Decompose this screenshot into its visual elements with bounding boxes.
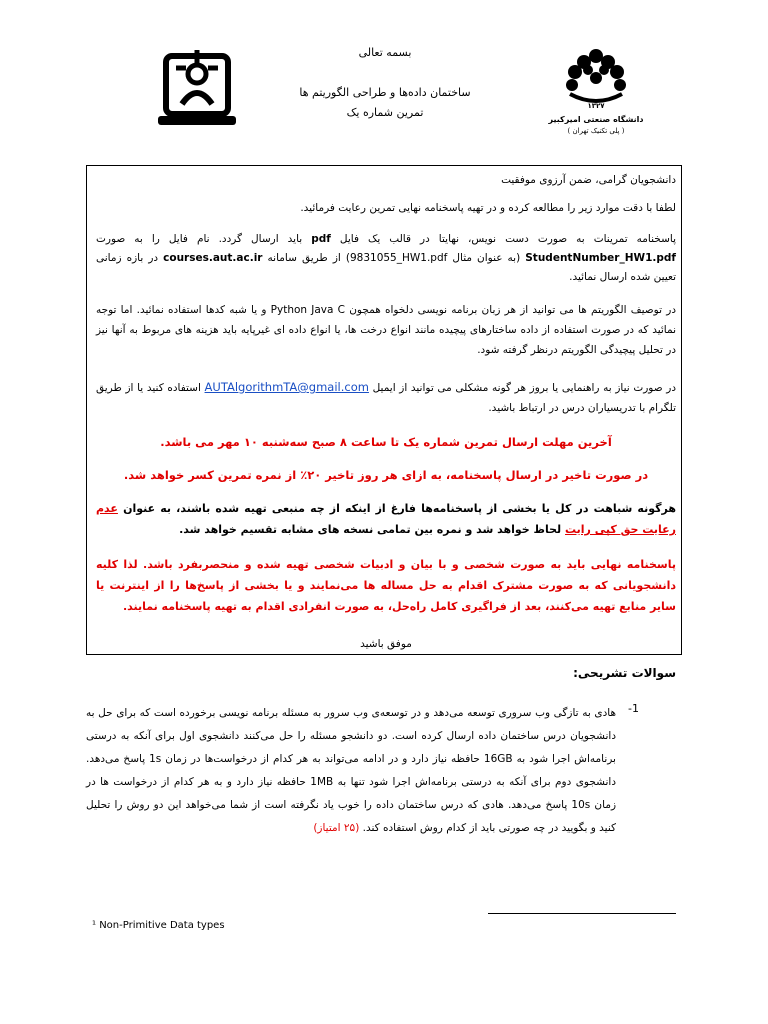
- memory-1mb: 1MB: [310, 776, 334, 788]
- filename-format: StudentNumber_HW1.pdf: [525, 252, 676, 264]
- personal-answer-notice: پاسخنامه نهایی باید به صورت شخصی و با بیان و ادبیات شخصی تهیه شده و منحصربفرد باشد. لذا کلیه دانشجویانی که به صورت مشترک اقدام به حل مساله ها می‌نمایند و یا بخشی از پاسخ‌ها را از اینترنت یا سایر منابع تهیه می‌کنند، بعد از فراگیری کامل راه‌حل، به صورت انفرادی اقدام به تهیه پاسخنامه نمایند.: [96, 558, 676, 613]
- ta-email-link[interactable]: AUTAlgorithmTA@gmail.com: [204, 380, 369, 394]
- copyright-violation: عدم رعایت حق کپی رایت: [96, 502, 676, 536]
- greeting: دانشجویان گرامی، ضمن آرزوی موفقیت: [501, 174, 676, 186]
- instruction-p1: لطفا با دقت موارد زیر را مطالعه کرده و در تهیه پاسخنامه نهایی تمرین رعایت فرمائید.: [300, 202, 676, 214]
- instruction-p3: در توصیف الگوریتم ها می توانید از هر زبان برنامه نویسی دلخواه همچون Python Java C و یا شبه کدها استفاده نمائید. اما توجه نمائید که در صورت استفاده از داده ساختارهای پیچیده مانند انواع درخت ها، یا انواع داده ای غیرپایه باید هزینه های مربوط به آنها نیز در تحلیل پیچیدگی الگوریتم درنظر گرفته شود.: [96, 304, 676, 356]
- question-1-score: (۲۵ امتیاز): [313, 822, 360, 834]
- logo-year: ۱۳۲۷: [587, 102, 605, 110]
- closing: موفق باشید: [360, 638, 412, 650]
- logo-university-subname: ( پلی تکنیک تهران ): [567, 127, 625, 135]
- similarity-notice: هرگونه شباهت در کل یا بخشی از پاسخنامه‌ها فارغ از اینکه از چه منبعی تهیه شده باشند، به عنوان عدم رعایت حق کپی رایت لحاظ خواهد شد و نمره بین تمامی نسخه های مشابه تقسیم خواهد شد.: [96, 502, 676, 536]
- assignment-title: تمرین شماره یک: [346, 106, 424, 119]
- logo-university-name: دانشگاه صنعتی امیرکبیر: [548, 115, 644, 124]
- question-1-number: -1: [628, 702, 639, 715]
- deadline-notice: آخرین مهلت ارسال تمرین شماره یک تا ساعت ۸ صبح سه‌شنبه ۱۰ مهر می باشد.: [160, 435, 612, 449]
- time-10s: 10s: [571, 799, 591, 811]
- university-logo: [548, 42, 644, 138]
- memory-16gb: 16GB: [483, 753, 513, 765]
- course-title: ساختمان داده‌ها و طراحی الگوریتم ها: [299, 86, 471, 99]
- filename-example: 9831055_HW1.pdf: [349, 252, 448, 264]
- footnote-separator: [488, 913, 676, 914]
- languages: Python Java C: [270, 304, 345, 316]
- questions-title: سوالات تشریحی:: [573, 666, 676, 680]
- time-1s: 1s: [149, 753, 162, 765]
- header-bismillah: بسمه تعالی: [358, 46, 412, 59]
- pdf-format: pdf: [311, 233, 331, 245]
- courses-site: courses.aut.ac.ir: [163, 252, 263, 264]
- footnote: ¹ Non-Primitive Data types: [92, 920, 225, 931]
- course-logo-icon: [152, 44, 242, 134]
- late-penalty-notice: در صورت تاخیر در ارسال پاسخنامه، به ازای هر روز تاخیر ۲۰٪ از نمره تمرین کسر خواهد شد.: [123, 468, 649, 482]
- instruction-p2: پاسخنامه تمرینات به صورت دست نویس، نهایتا در قالب یک فایل pdf باید ارسال گردد. نام فایل را به صورت StudentNumber_HW1.pdf (به عنوان مثال 9831055_HW1.pdf) از طریق سامانه courses.aut.ac.ir در بازه زمانی تعیین شده ارسال نمائید.: [96, 233, 676, 283]
- question-1-text: هادی به تازگی وب سروری توسعه می‌دهد و در توسعه‌ی وب سرور به مسئله برنامه نویسی برخورده است که برای حل به دانشجویان درس ساختمان داده ارسال کرده است. دو دانشجو مسئله را حل می‌کنند دانشجوی اول برای آنکه به درستی برنامه‌اش اجرا شود به 16GB حافظه نیاز دارد و در ادامه می‌تواند به هر کدام از درخواست‌ها در زمان 1s پاسخ می‌دهد. دانشجوی دوم برای آنکه به درستی برنامه‌اش اجرا شود تنها به 1MB حافظه نیاز دارد و به هر کدام از درخواست ها در زمان 10s پاسخ می‌دهد. هادی که درس ساختمان داده را خوب یاد نگرفته است از شما می‌خواهد این دو روش را تحلیل کنید و بگویید در چه صورتی باید از کدام روش استفاده کند. (۲۵ امتیاز): [86, 707, 617, 834]
- instruction-p4: در صورت نیاز به راهنمایی یا بروز هر گونه مشکلی می توانید از ایمیل AUTAlgorithmTA@gmail.com استفاده کنید یا از طریق تلگرام با تدریسیاران درس در ارتباط باشید.: [96, 380, 676, 414]
